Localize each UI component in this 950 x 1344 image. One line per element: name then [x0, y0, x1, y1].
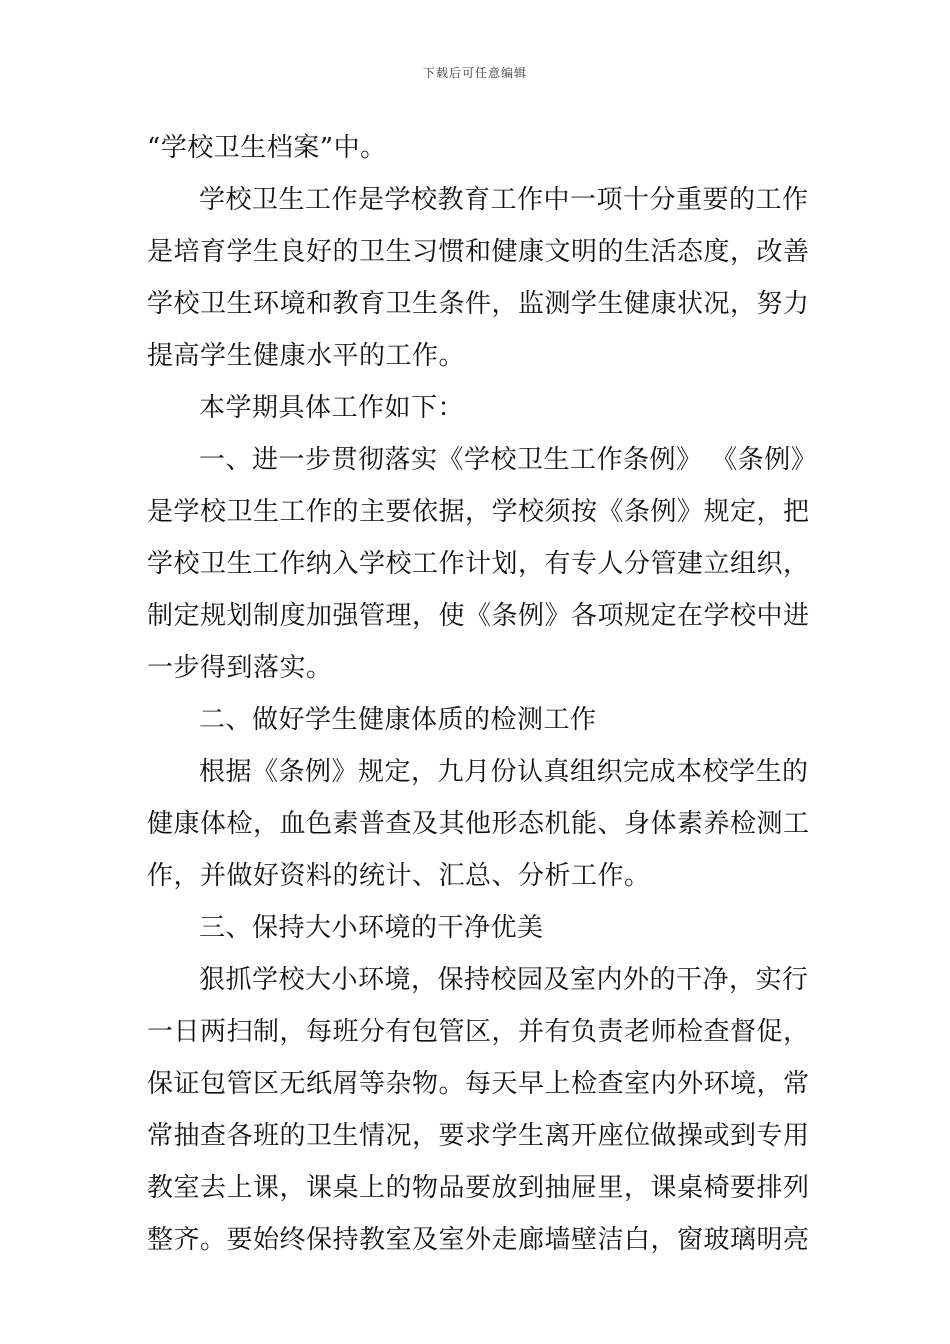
header-note: 下载后可任意编辑 — [422, 66, 527, 80]
text-line: 一步得到落实。 — [147, 653, 333, 683]
text-line: 一日两扫制，每班分有包管区，并有负责老师检查督促， — [147, 1017, 810, 1047]
paragraph-start-line: 学校卫生工作是学校教育工作中一项十分重要的工作 — [199, 185, 809, 215]
section-heading-line: 三、保持大小环境的干净优美 — [199, 913, 544, 943]
text-line: 学校卫生工作纳入学校工作计划，有专人分管建立组织， — [147, 549, 810, 579]
paragraph-start-line: 本学期具体工作如下： — [199, 393, 465, 423]
section-heading-line: 一、进一步贯彻落实《学校卫生工作条例》 《条例》 — [199, 445, 818, 475]
text-line: 提高学生健康水平的工作。 — [147, 341, 466, 371]
section-heading-line: 二、做好学生健康体质的检测工作 — [199, 705, 597, 735]
text-line: 制定规划制度加强管理，使《条例》各项规定在学校中进 — [147, 601, 810, 631]
text-line: 整齐。要始终保持教室及室外走廊墙壁洁白，窗玻璃明亮 — [147, 1225, 810, 1255]
text-line: 常抽查各班的卫生情况，要求学生离开座位做操或到专用 — [147, 1121, 810, 1151]
paragraph-start-line: 狠抓学校大小环境，保持校园及室内外的干净，实行 — [199, 965, 809, 995]
text-line: “学校卫生档案”中。 — [147, 133, 387, 163]
text-line: 保证包管区无纸屑等杂物。每天早上检查室内外环境，常 — [147, 1069, 810, 1099]
text-line: 是学校卫生工作的主要依据，学校须按《条例》规定，把 — [147, 497, 810, 527]
text-line: 学校卫生环境和教育卫生条件，监测学生健康状况，努力 — [147, 289, 810, 319]
text-line: 教室去上课，课桌上的物品要放到抽屉里，课桌椅要排列 — [147, 1173, 810, 1203]
text-line: 作，并做好资料的统计、汇总、分析工作。 — [147, 861, 651, 891]
text-line: 健康体检，血色素普查及其他形态机能、身体素养检测工 — [147, 809, 810, 839]
text-line: 是培育学生良好的卫生习惯和健康文明的生活态度，改善 — [147, 237, 810, 267]
paragraph-start-line: 根据《条例》规定，九月份认真组织完成本校学生的 — [199, 757, 809, 787]
document-body — [147, 128, 818, 1272]
